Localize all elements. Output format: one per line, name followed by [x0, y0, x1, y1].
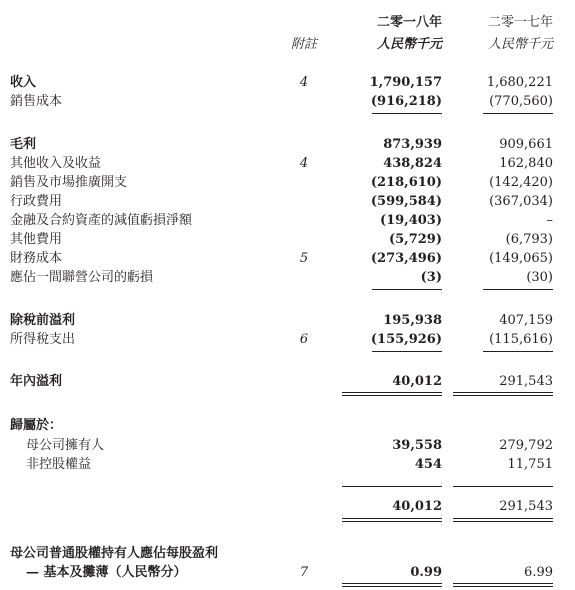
row-label-gross-profit: 毛利 — [10, 137, 37, 152]
double-underline-2018 — [342, 518, 442, 519]
double-underline-2017 — [453, 518, 553, 519]
row-value-2018-other-expenses: (5,729) — [388, 232, 442, 247]
double-underline-2018 — [342, 583, 442, 584]
row-label-attributable-to: 歸屬於： — [10, 418, 63, 433]
row-value-2017-gross-profit: 909,661 — [499, 137, 553, 152]
row-label-other-expenses: 其他費用 — [10, 232, 63, 247]
row-value-2017-other-income: 162,840 — [499, 156, 553, 171]
row-value-2018-attributable-total: 40,012 — [392, 499, 442, 514]
row-label-profit-for-year: 年內溢利 — [10, 374, 63, 389]
row-value-2018-revenue: 1,790,157 — [369, 75, 442, 90]
header-currency-2018: 人民幣千元 — [376, 37, 442, 52]
row-note-finance-costs: 5 — [299, 251, 309, 266]
row-label-income-tax: 所得稅支出 — [10, 332, 76, 347]
row-value-2018-income-tax: (155,926) — [370, 332, 442, 347]
double-underline-2018 — [342, 521, 442, 522]
double-underline-2017 — [453, 395, 553, 396]
double-underline-2017 — [453, 521, 553, 522]
divider-2018 — [342, 486, 442, 487]
divider-2017 — [483, 113, 553, 114]
divider-2017 — [483, 351, 553, 352]
double-underline-2017 — [453, 586, 553, 587]
divider-2017 — [483, 289, 553, 290]
row-value-2017-cost-of-sales: (770,560) — [489, 94, 553, 109]
row-label-owners-of-parent: 母公司擁有人 — [26, 438, 105, 453]
row-value-2018-eps: 0.99 — [410, 565, 442, 580]
row-value-2017-admin-expenses: (367,034) — [489, 194, 553, 209]
row-value-2018-admin-expenses: (599,584) — [370, 194, 442, 209]
double-underline-2017 — [453, 583, 553, 584]
row-value-2017-revenue: 1,680,221 — [486, 75, 553, 90]
row-value-2017-income-tax: (115,616) — [489, 332, 553, 347]
row-label-finance-costs: 財務成本 — [10, 251, 63, 266]
row-label-admin-expenses: 行政費用 — [10, 194, 63, 209]
row-value-2017-selling-expenses: (142,420) — [489, 175, 553, 190]
row-value-2018-cost-of-sales: (916,218) — [370, 94, 442, 109]
row-value-2018-associate-loss: (3) — [420, 270, 442, 285]
divider-2018 — [372, 289, 442, 290]
row-label-profit-before-tax: 除稅前溢利 — [10, 313, 76, 328]
row-value-2018-other-income: 438,824 — [383, 156, 442, 171]
row-note-eps: 7 — [299, 565, 309, 580]
divider-2018 — [372, 351, 442, 352]
row-label-associate-loss: 應佔一間聯營公司的虧損 — [10, 270, 154, 285]
row-note-other-income: 4 — [299, 156, 309, 171]
double-underline-2018 — [342, 586, 442, 587]
row-value-2018-selling-expenses: (218,610) — [370, 175, 442, 190]
row-label-cost-of-sales: 銷售成本 — [10, 94, 63, 109]
row-value-2017-profit-before-tax: 407,159 — [499, 313, 553, 328]
row-label-non-controlling: 非控股權益 — [26, 457, 92, 472]
row-value-2018-profit-before-tax: 195,938 — [383, 313, 442, 328]
divider-2017 — [453, 486, 553, 487]
row-label-selling-expenses: 銷售及市場推廣開支 — [10, 175, 128, 190]
row-value-2017-attributable-total: 291,543 — [499, 499, 553, 514]
double-underline-2018 — [342, 395, 442, 396]
header-note-label: 附註 — [290, 37, 317, 52]
row-value-2017-profit-for-year: 291,543 — [499, 374, 553, 389]
row-value-2018-profit-for-year: 40,012 — [392, 374, 442, 389]
row-value-2017-finance-costs: (149,065) — [489, 251, 553, 266]
row-value-2018-gross-profit: 873,939 — [383, 137, 442, 152]
header-currency-2017: 人民幣千元 — [487, 37, 553, 52]
row-value-2017-associate-loss: (30) — [526, 270, 553, 285]
header-year-2018: 二零一八年 — [376, 15, 442, 30]
row-value-2017-other-expenses: (6,793) — [505, 232, 553, 247]
row-note-revenue: 4 — [299, 75, 309, 90]
row-label-impairment: 金融及合約資產的減值虧損淨額 — [10, 213, 193, 228]
double-underline-2017 — [453, 392, 553, 393]
row-value-2018-finance-costs: (273,496) — [370, 251, 442, 266]
double-underline-2018 — [342, 392, 442, 393]
row-label-eps-basic-diluted: — 基本及攤薄（人民幣分） — [26, 565, 187, 580]
row-value-2017-owners-of-parent: 279,792 — [499, 438, 553, 453]
divider-2018 — [372, 113, 442, 114]
row-value-2017-non-controlling: 11,751 — [507, 457, 553, 472]
row-label-eps-heading: 母公司普通股權持有人應佔每股盈利 — [10, 546, 219, 561]
row-label-other-income: 其他收入及收益 — [10, 156, 102, 171]
row-value-2017-impairment: – — [546, 213, 553, 228]
row-label-revenue: 收入 — [10, 75, 37, 90]
row-value-2018-owners-of-parent: 39,558 — [392, 438, 442, 453]
row-value-2018-non-controlling: 454 — [414, 457, 442, 472]
row-note-income-tax: 6 — [299, 332, 309, 347]
row-value-2017-eps: 6.99 — [524, 565, 553, 580]
row-value-2018-impairment: (19,403) — [379, 213, 442, 228]
header-year-2017: 二零一七年 — [487, 15, 553, 30]
